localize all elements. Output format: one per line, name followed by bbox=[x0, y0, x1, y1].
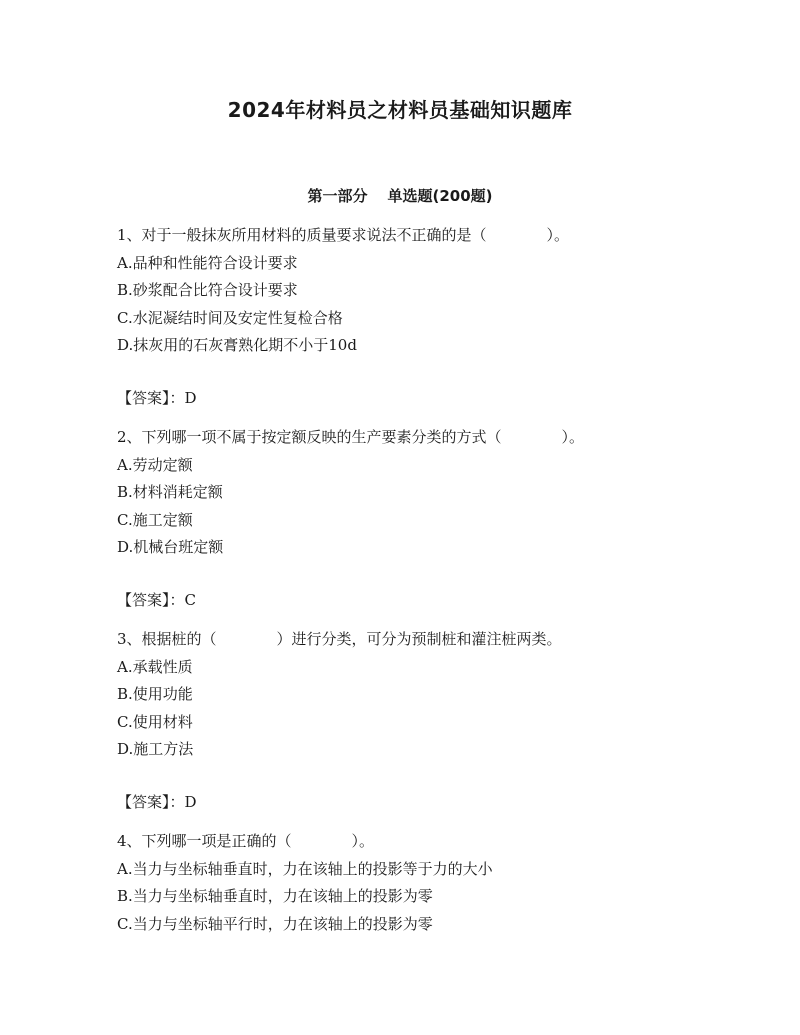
document-title: 2024年材料员之材料员基础知识题库 bbox=[227, 98, 573, 122]
answer-value: C bbox=[184, 590, 196, 609]
option-a: A.品种和性能符合设计要求 bbox=[117, 253, 298, 272]
section-part: 第一部分 bbox=[307, 187, 368, 205]
answer-value: D bbox=[184, 792, 197, 811]
option-d: D.施工方法 bbox=[117, 740, 194, 758]
option-c: C.当力与坐标轴平行时，力在该轴上的投影为零 bbox=[117, 914, 433, 933]
question-stem: 3、根据桩的（ ）进行分类，可分为预制桩和灌注桩两类。 bbox=[117, 630, 562, 648]
question-list bbox=[117, 222, 737, 938]
answer-value: D bbox=[184, 388, 197, 407]
option-b: B.砂浆配合比符合设计要求 bbox=[117, 281, 298, 299]
section-heading bbox=[0, 185, 800, 206]
answer-line bbox=[117, 587, 737, 615]
question-item bbox=[117, 626, 737, 816]
section-name: 单选题(200题) bbox=[387, 187, 493, 205]
question-item bbox=[117, 222, 737, 412]
question-stem: 2、下列哪一项不属于按定额反映的生产要素分类的方式（ ）。 bbox=[117, 428, 585, 446]
option-a: A.劳动定额 bbox=[117, 455, 193, 474]
answer-label: 【答案】： bbox=[117, 388, 185, 407]
answer-label: 【答案】： bbox=[117, 792, 185, 811]
answer-label: 【答案】： bbox=[117, 590, 185, 609]
option-c: C.使用材料 bbox=[117, 712, 193, 731]
option-b: B.当力与坐标轴垂直时，力在该轴上的投影为零 bbox=[117, 887, 433, 905]
question-item bbox=[117, 424, 737, 614]
option-c: C.水泥凝结时间及安定性复检合格 bbox=[117, 308, 343, 327]
answer-line bbox=[117, 385, 737, 413]
question-stem: 4、下列哪一项是正确的（ ）。 bbox=[117, 832, 375, 850]
option-d: D.机械台班定额 bbox=[117, 538, 224, 556]
option-c: C.施工定额 bbox=[117, 510, 193, 529]
answer-line bbox=[117, 789, 737, 817]
question-stem: 1、对于一般抹灰所用材料的质量要求说法不正确的是（ ）。 bbox=[117, 226, 570, 244]
option-a: A.承载性质 bbox=[117, 657, 193, 676]
option-d: D.抹灰用的石灰膏熟化期不小于10d bbox=[117, 336, 357, 354]
option-b: B.材料消耗定额 bbox=[117, 483, 223, 501]
question-item bbox=[117, 828, 737, 938]
option-b: B.使用功能 bbox=[117, 685, 193, 703]
option-a: A.当力与坐标轴垂直时，力在该轴上的投影等于力的大小 bbox=[117, 859, 493, 878]
